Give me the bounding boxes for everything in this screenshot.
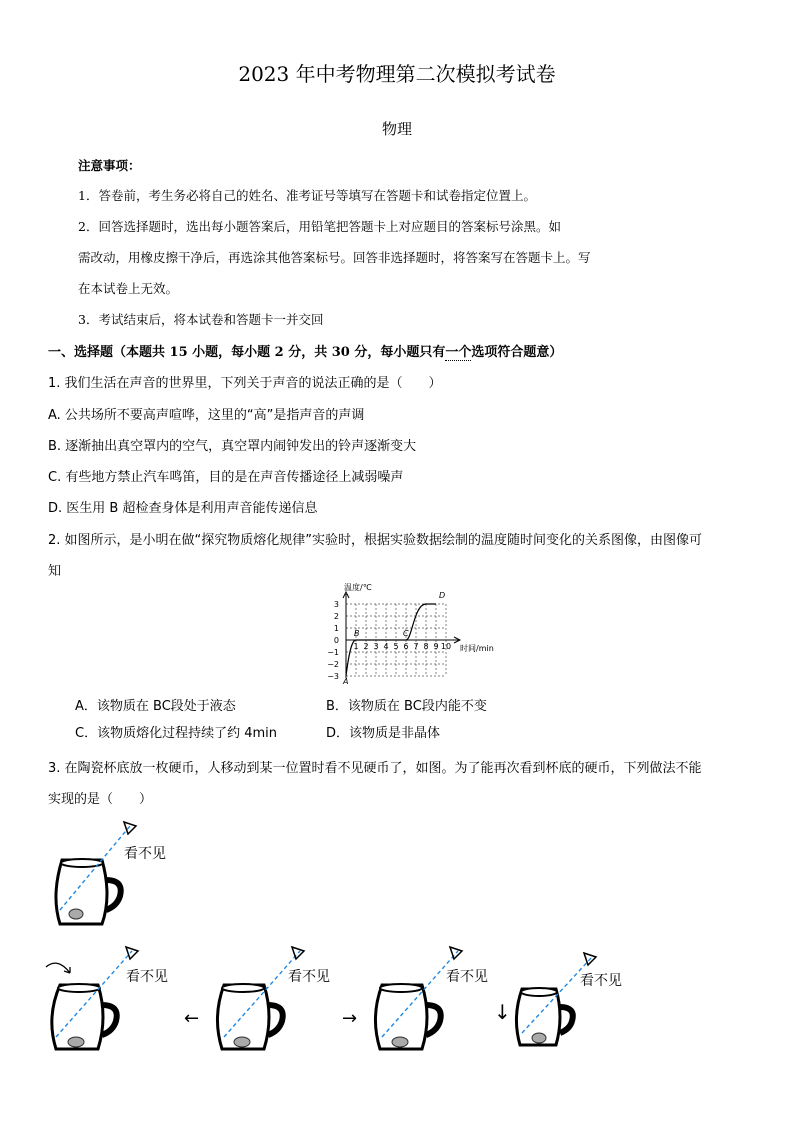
cup-rim [380,984,422,992]
q1-option-b: B. 逐渐抽出真空罩内的空气，真空罩内闹钟发出的铃声逐渐变大 [48,439,417,454]
move-down-arrow-icon: ↓ [494,1000,511,1024]
y-tick-label: 1 [333,624,339,633]
section-heading-emphasis: 一个 [445,345,472,360]
q2-option-a: A．该物质在 BC段处于液态 [75,699,236,714]
x-tick-label: 9 [433,642,439,651]
y-tick-label: −2 [327,660,339,669]
move-left-arrow-icon: ← [184,1008,200,1029]
cup-handle [560,1007,573,1033]
x-tick-label: 7 [413,642,419,651]
q3-stem-a: 3. 在陶瓷杯底放一枚硬币，人移动到某一位置时看不见硬币了，如图。为了能再次看到杯底的硬币，下列做法不能 [48,761,702,776]
section-heading-a: 一、选择题（本题共 15 小题，每小题 2 分，共 30 分，每小题只有 [48,345,446,360]
q2-stem-a: 2. 如图所示，是小明在做“探究物质熔化规律”实验时，根据实验数据绘制的温度随时间变化的关系图像，由图像可 [48,533,703,548]
cannot-see-label: 看不见 [288,969,330,985]
coin [234,1037,250,1047]
coin [68,1037,84,1047]
x-tick-label: 8 [423,642,429,651]
coin [69,909,83,919]
q1-option-c: C. 有些地方禁止汽车鸣笛，目的是在声音传播途径上减弱噪声 [48,470,404,485]
x-axis-label: 时间/min [460,644,494,653]
point-label: A [343,677,349,686]
chart-axes [343,592,460,678]
x-tick-label: 10 [440,642,452,651]
x-tick-label: 1 [353,642,359,651]
y-tick-label: 0 [333,636,339,645]
y-tick-label: −1 [327,648,339,657]
notice-item-1: 1．答卷前，考生务必将自己的姓名、准考证号等填写在答题卡和试卷指定位置上。 [78,188,536,203]
q2-option-b: B．该物质在 BC段内能不变 [326,699,487,714]
cup-rim [521,988,557,996]
point-label: D [439,591,446,600]
q2-stem-b: 知 [48,564,62,579]
notice-item-2b: 需改动，用橡皮擦干净后，再选涂其他答案标号。回答非选择题时，将答案写在答题卡上。写 [78,250,591,265]
q1-option-d: D. 医生用 B 超检查身体是利用声音能传递信息 [48,501,318,516]
cannot-see-label: 看不见 [446,969,488,985]
x-tick-label: 6 [403,642,409,651]
q2-option-c: C．该物质熔化过程持续了约 4min [75,726,277,741]
subject-title: 物理 [381,120,412,138]
q1-option-a: A. 公共场所不要高声喧哗，这里的“高”是指声音的声调 [48,408,365,423]
cannot-see-label: 看不见 [124,846,166,862]
q2-option-d: D．该物质是非晶体 [326,726,441,741]
notice-header: 注意事项： [78,158,141,173]
y-tick-label: 3 [333,600,339,609]
point-label: C [403,629,409,638]
q1-stem: 1. 我们生活在声音的世界里，下列关于声音的说法正确的是（ ） [48,376,442,391]
eye-icon [124,822,136,834]
cup-figure-down [512,945,662,1057]
x-tick-label: 2 [363,642,369,651]
page-title: 2023 年中考物理第二次模拟考试卷 [238,62,556,86]
cup-rim [222,984,264,992]
coin [392,1037,408,1047]
y-axis-label: 温度/℃ [344,583,372,592]
x-tick-label: 4 [383,642,389,651]
section-heading [48,341,562,360]
coin [532,1033,546,1043]
notice-item-3: 3．考试结束后，将本试卷和答题卡一并交回 [78,312,324,327]
y-tick-label: 2 [333,612,339,621]
q3-stem-b: 实现的是（ ） [48,792,153,807]
cup-rim [58,984,100,992]
notice-item-2c: 在本试卷上无效。 [78,281,179,296]
x-tick-label: 5 [393,642,399,651]
cannot-see-label: 看不见 [126,969,168,985]
notice-item-2a: 2．回答选择题时，选出每小题答案后，用铅笔把答题卡上对应题目的答案标号涂黑。如 [78,219,561,234]
y-tick-label: −3 [327,672,339,681]
x-tick-label: 3 [373,642,379,651]
cup-figure-left [212,945,362,1057]
cup-figure-rotate [40,945,190,1057]
melting-chart [326,582,506,688]
move-right-arrow-icon: → [342,1008,358,1029]
cannot-see-label: 看不见 [580,973,622,989]
point-label: B [354,629,360,638]
chart-labels [342,582,494,686]
section-heading-c: 选项符合题意） [471,345,563,360]
eye-icon [126,947,138,959]
cup-figure-main [48,818,248,930]
